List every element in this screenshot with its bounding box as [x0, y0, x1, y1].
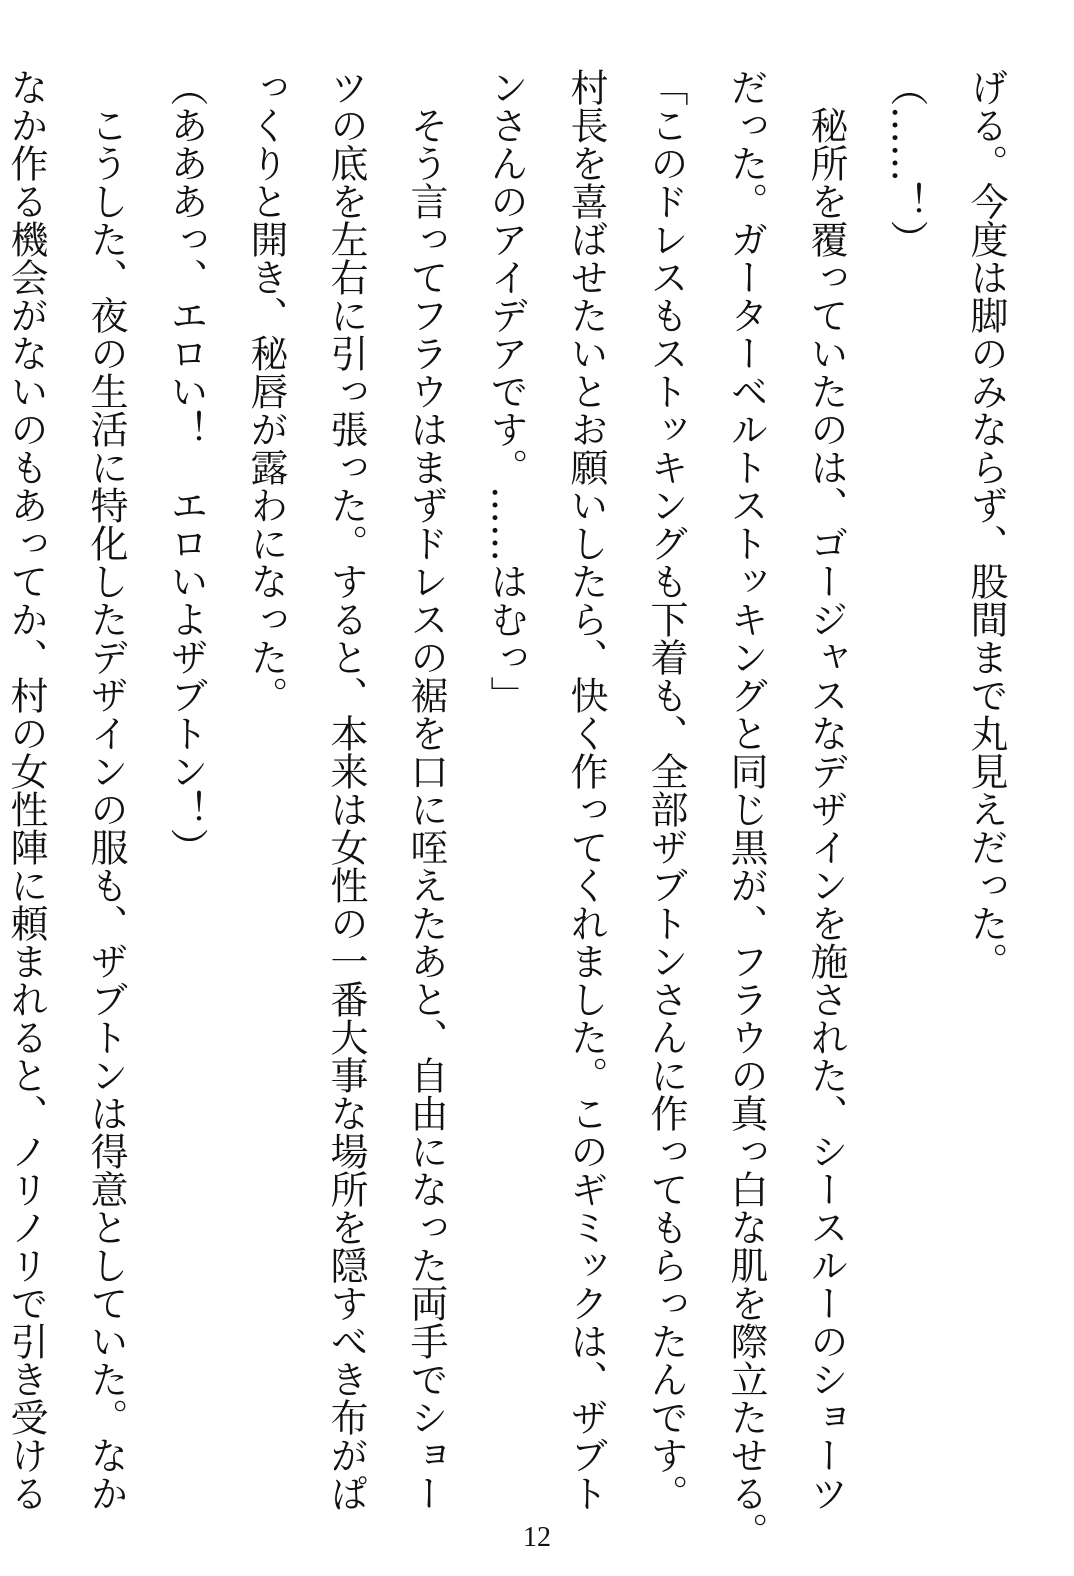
text-line-9: ツの底を左右に引っ張った。すると、本来は女性の一番大事な場所を隠すべき布がぱ [324, 68, 368, 1512]
text-line-8: そう言ってフラウはまずドレスの裾を口に咥えたあと、自由になった両手でショー [404, 68, 448, 1512]
text-line-13: なか作る機会がないのもあってか、村の女性陣に頼まれると、ノリノリで引き受ける [4, 68, 48, 1512]
text-line-5: 「このドレスもストッキングも下着も、全部ザブトンさんに作ってもらったんです。 [644, 68, 688, 1512]
text-line-12: こうした、夜の生活に特化したデザインの服も、ザブトンは得意としていた。なか [84, 68, 128, 1512]
text-line-1: げる。今度は脚のみならず、股間まで丸見えだった。 [964, 68, 1008, 980]
text-line-3: 秘所を覆っていたのは、ゴージャスなデザインを施された、シースルーのショーツ [804, 68, 848, 1512]
text-line-11: （あああっ、エロい！ エロいよザブトン！） [164, 68, 208, 866]
text-line-4: だった。ガーターベルトストッキングと同じ黒が、フラウの真っ白な肌を際立たせる。 [724, 68, 768, 1550]
text-line-7: ンさんのアイデアです。……はむっ」 [484, 68, 528, 714]
text-line-2: （……！） [884, 68, 928, 258]
page-number: 12 [523, 1522, 551, 1553]
text-line-6: 村長を喜ばせたいとお願いしたら、快く作ってくれました。このギミックは、ザブト [564, 68, 608, 1512]
text-line-10: っくりと開き、秘唇が露わになった。 [244, 68, 288, 714]
